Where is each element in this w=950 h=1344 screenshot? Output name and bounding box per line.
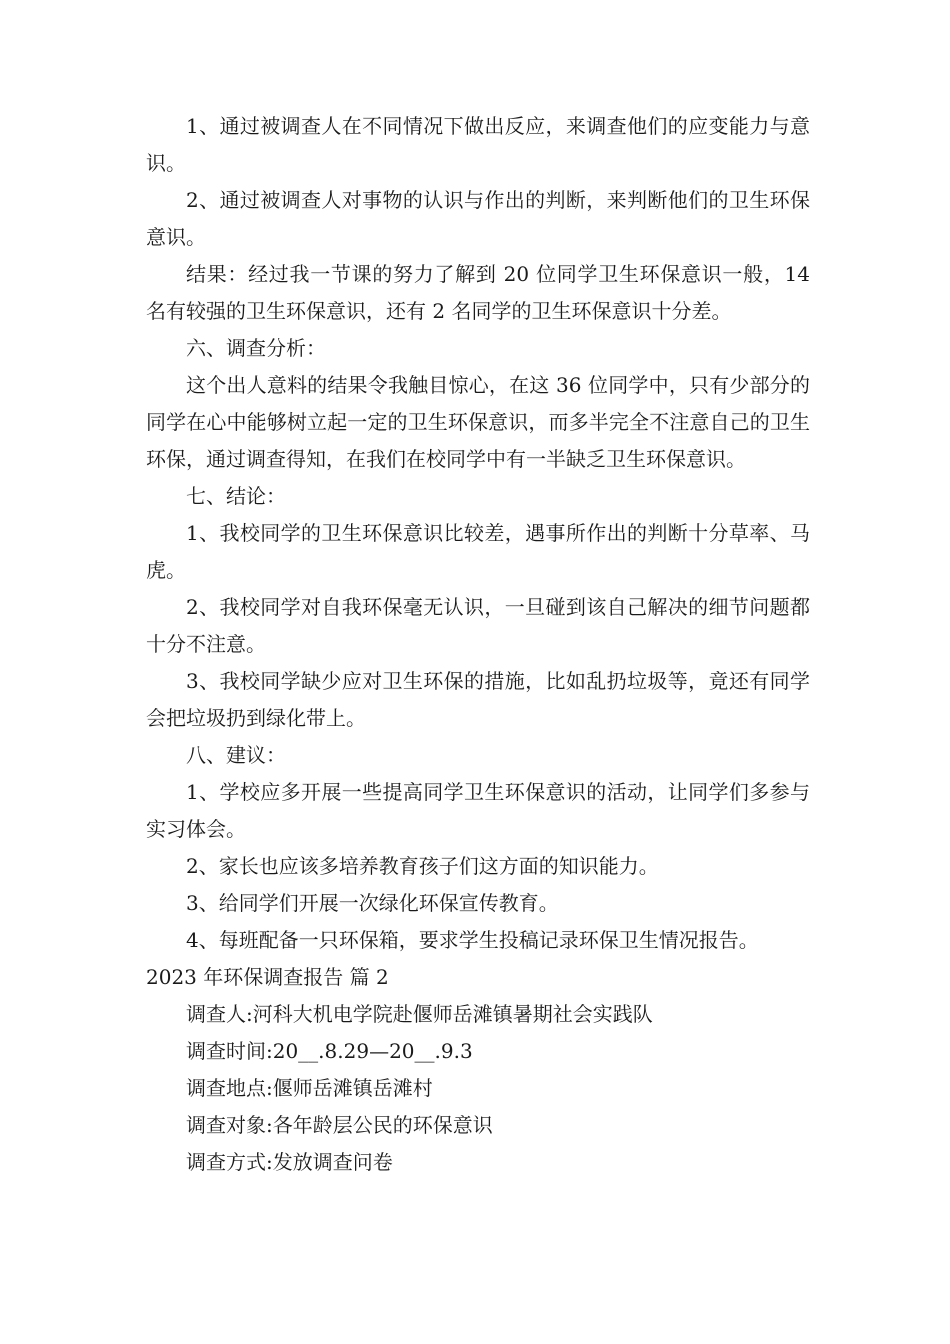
paragraph-suggestion-4: 4、每班配备一只环保箱，要求学生投稿记录环保卫生情况报告。 [186,928,759,952]
document-body [146,108,810,1181]
paragraph-conclusion-1: 1、我校同学的卫生环保意识比较差，遇事所作出的判断十分草率、马虎。 [146,521,810,582]
heading-conclusion: 七、结论： [186,484,286,508]
paragraph-analysis: 这个出人意料的结果令我触目惊心，在这 36 位同学中，只有少部分的同学在心中能够树立起一定的卫生环保意识，而多半完全不注意自己的卫生环保，通过调查得知，在我们在校同学中有一半缺乏卫生环保意识。 [146,373,810,471]
paragraph-method-2: 2、通过被调查人对事物的认识与作出的判断，来判断他们的卫生环保意识。 [146,188,810,249]
field-method: 调查方式:发放调查问卷 [186,1150,393,1174]
paragraph-conclusion-2: 2、我校同学对自我环保毫无认识，一旦碰到该自己解决的细节问题都十分不注意。 [146,595,810,656]
heading-suggestion: 八、建议： [186,743,286,767]
field-investigator: 调查人:河科大机电学院赴偃师岳滩镇暑期社会实践队 [186,1002,653,1026]
paragraph-suggestion-2: 2、家长也应该多培养教育孩子们这方面的知识能力。 [186,854,659,878]
paragraph-conclusion-3: 3、我校同学缺少应对卫生环保的措施，比如乱扔垃圾等，竟还有同学会把垃圾扔到绿化带上。 [146,669,810,730]
paragraph-suggestion-3: 3、给同学们开展一次绿化环保宣传教育。 [186,891,559,915]
heading-analysis: 六、调查分析： [186,336,326,360]
field-time: 调查时间:20__.8.29—20__.9.3 [186,1039,473,1063]
field-location: 调查地点:偃师岳滩镇岳滩村 [186,1076,433,1100]
paragraph-suggestion-1: 1、学校应多开展一些提高同学卫生环保意识的活动，让同学们多参与实习体会。 [146,780,810,841]
field-subject: 调查对象:各年龄层公民的环保意识 [186,1113,493,1137]
section-heading: 2023 年环保调查报告 篇 2 [146,965,389,989]
paragraph-method-1: 1、通过被调查人在不同情况下做出反应，来调查他们的应变能力与意识。 [146,114,810,175]
paragraph-result: 结果：经过我一节课的努力了解到 20 位同学卫生环保意识一般，14 名有较强的卫生环保意识，还有 2 名同学的卫生环保意识十分差。 [146,262,810,323]
